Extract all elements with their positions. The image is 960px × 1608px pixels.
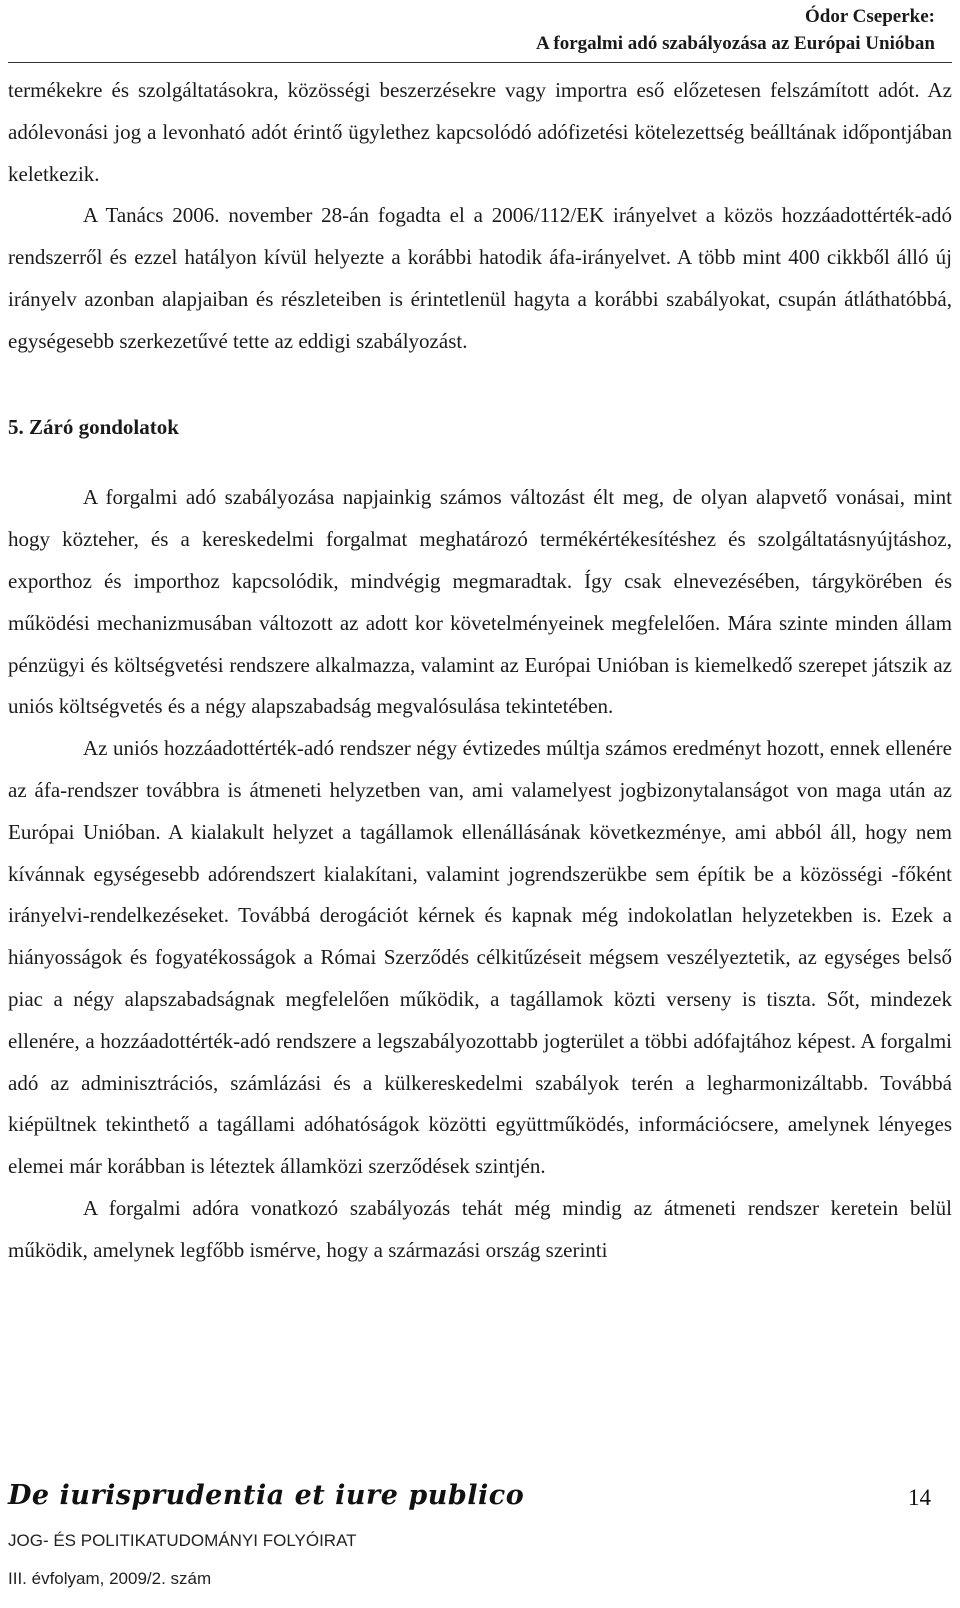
- paragraph-5: A forgalmi adóra vonatkozó szabályozás tehát még mindig az átmeneti rendszer keretein belül működik, amelynek legfőbb ismérve, hogy a származási ország szerinti: [8, 1195, 952, 1262]
- header-rule: [8, 62, 952, 63]
- running-header: [536, 3, 935, 57]
- paragraph-2: A Tanács 2006. november 28-án fogadta el a 2006/112/EK irányelvet a közös hozzáadottérték-adó rendszerről és ezzel hatályon kívül helyezte a korábbi hatodik áfa-irányelvet. A több mint 400 cikkből álló új irányelv azonban alapjaiban és részleteiben is érintetlenül hagyta a korábbi szabályokat, csupán átláthatóbbá, egységesebb szerkezetűvé tette az eddigi szabályozást.: [8, 203, 952, 353]
- paragraph-3: A forgalmi adó szabályozása napjainkig számos változást élt meg, de olyan alapvető vonásai, mint hogy közteher, és a kereskedelmi forgalmat meghatározó termékértékesítéshez és szolgáltatásnyújtáshoz, exporthoz és importhoz kapcsolódik, mindvégig megmaradtak. Így csak elnevezésében, tárgykörében és működési mechanizmusában változott az adott kor követelményeinek megfelelően. Mára szinte minden állam pénzügyi és költségvetési rendszere alkalmazza, valamint az Európai Unióban is kiemelkedő szerepet játszik az uniós költségvetés és a négy alapszabadság megvalósulása tekintetében.: [8, 485, 952, 719]
- heading-spacer: [8, 448, 952, 477]
- page-number: 14: [908, 1485, 931, 1510]
- header-author: Ódor Cseperke:: [805, 6, 935, 27]
- footer-journal-subtitle: JOG- ÉS POLITIKATUDOMÁNYI FOLYÓIRAT: [8, 1531, 357, 1550]
- paragraph-4: Az uniós hozzáadottérték-adó rendszer négy évtizedes múltja számos eredményt hozott, ennek ellenére az áfa-rendszer továbbra is átmeneti helyzetben van, ami valamelyest jogbizonytalanságot von maga után az Európai Unióban. A kialakult helyzet a tagállamok ellenállásának következménye, ami abból áll, hogy nem kívánnak egységesebb adórendszert kialakítani, valamint jogrendszerükbe sem építik be a közösségi -főként irányelvi-rendelkezéseket. Továbbá derogációt kérnek és kapnak még indokolatlan helyzetekben is. Ezek a hiányosságok és fogyatékosságok a Római Szerződés célkitűzéseit mégsem veszélyeztetik, az egységes belső piac a négy alapszabadságnak megfelelően működik, a tagállamok közti verseny is tiszta. Sőt, mindezek ellenére, a hozzáadottérték-adó rendszere a legszabályozottabb jogterület a többi adófajtához képest. A forgalmi adó az adminisztrációs, számlázási és a külkereskedelmi szabályok terén a legharmonizáltabb. Továbbá kiépültnek tekinthető a tagállami adóhatóságok közötti együttműködés, információcsere, amelynek lényeges elemei már korábban is léteztek államközi szerződések szintjén.: [8, 736, 952, 1179]
- paragraph-spacer: [8, 363, 952, 407]
- section-heading: 5. Záró gondolatok: [8, 414, 179, 439]
- header-title: A forgalmi adó szabályozása az Európai Unióban: [535, 33, 935, 54]
- footer-journal-title: De iurisprudentia et iure publico: [8, 1480, 525, 1511]
- footer-issue: III. évfolyam, 2009/2. szám: [8, 1569, 212, 1588]
- article-body: [8, 70, 952, 1272]
- paragraph-1: termékekre és szolgáltatásokra, közösségi beszerzésekre vagy importra eső előzetesen felszámított adót. Az adólevonási jog a levonható adót érintő ügylethez kapcsolódó adófizetési kötelezettség beálltának időpontjában keletkezik.: [8, 78, 952, 186]
